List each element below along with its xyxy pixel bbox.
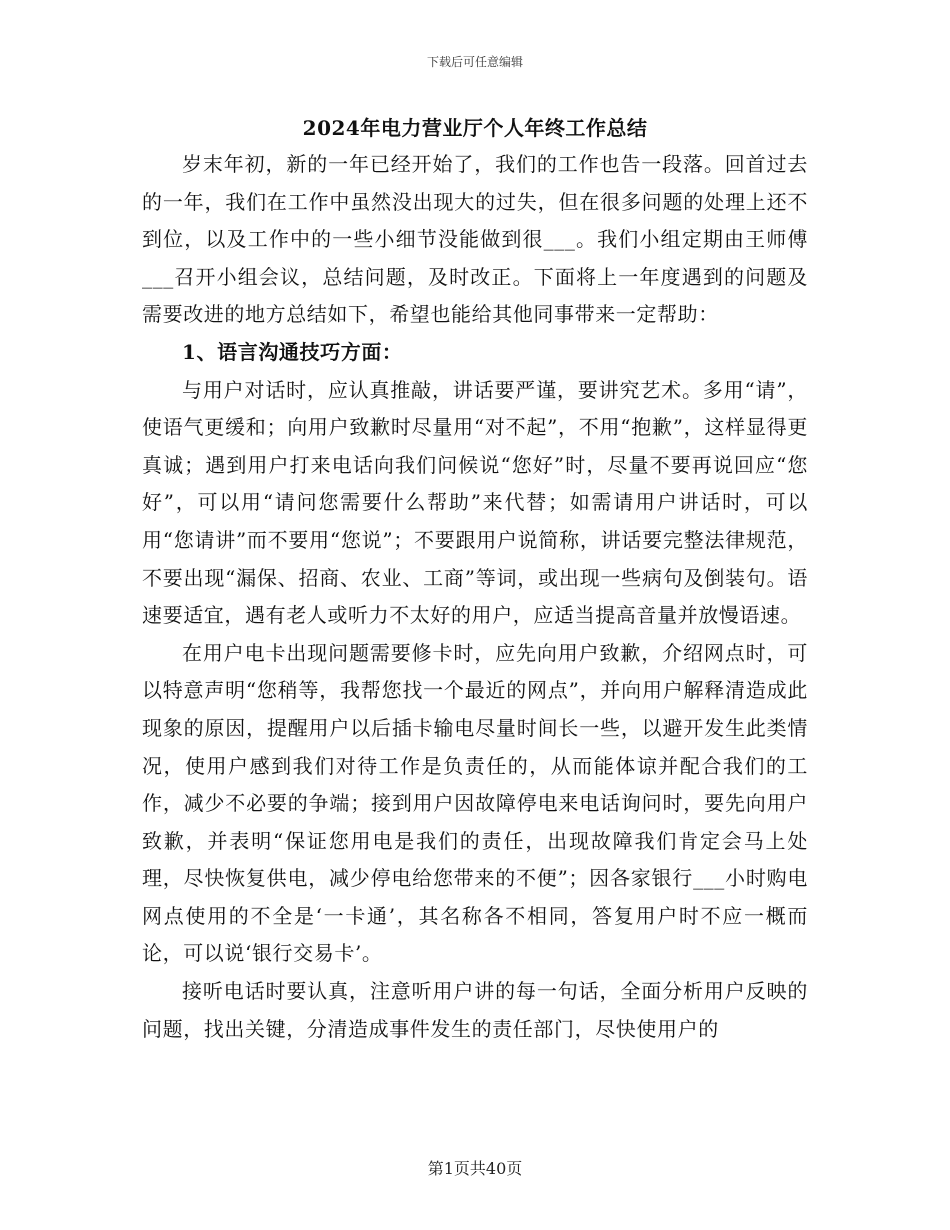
section-heading: 1、语言沟通技巧方面： bbox=[182, 339, 403, 364]
document-title: 2024年电力营业厅个人年终工作总结 bbox=[302, 116, 648, 140]
intro-paragraph: 岁末年初，新的一年已经开始了，我们的工作也告一段落。回首过去的一年，我们在工作中虽然没出现大的过失，但在很多问题的处理上还不到位，以及工作中的一些小细节没能做到很___。我们小组定期由王师傅___召开小组会议，总结问题，及时改正。下面将上一年度遇到的问题及需要改进的地方总结如下，希望也能给其他同事带来一定帮助： bbox=[142, 152, 808, 327]
header-note: 下载后可任意编辑 bbox=[426, 55, 523, 69]
body-paragraph-2: 在用户电卡出现问题需要修卡时，应先向用户致歉，介绍网点时，可以特意声明“您稍等，我帮您找一个最近的网点”，并向用户解释清造成此现象的原因，提醒用户以后插卡输电尽量时间长一些，以避开发生此类情况，使用户感到我们对待工作是负责任的，从而能体谅并配合我们的工作，减少不必要的争端；接到用户因故障停电来电话询问时，要先向用户致歉，并表明“保证您用电是我们的责任，出现故障我们肯定会马上处理，尽快恢复供电，减少停电给您带来的不便”；因各家银行___小时购电网点使用的不全是‘一卡通’，其名称各不相同，答复用户时不应一概而论，可以说‘银行交易卡’。 bbox=[142, 640, 808, 966]
body-paragraph-3: 接听电话时要认真，注意听用户讲的每一句话，全面分析用户反映的问题，找出关键，分清造成事件发生的责任部门，尽快使用户的 bbox=[142, 979, 808, 1041]
body-paragraph-1: 与用户对话时，应认真推敲，讲话要严谨，要讲究艺术。多用“请”，使语气更缓和；向用户致歉时尽量用“对不起”，不用“抱歉”，这样显得更真诚；遇到用户打来电话向我们问候说“您好”时，尽量不要再说回应“您好”，可以用“请问您需要什么帮助”来代替；如需请用户讲话时，可以用“您请讲”而不要用“您说”；不要跟用户说简称，讲话要完整法律规范，不要出现“漏保、招商、农业、工商”等词，或出现一些病句及倒装句。语速要适宜，遇有老人或听力不太好的用户，应适当提高音量并放慢语速。 bbox=[142, 377, 808, 628]
page-number: 第1页共40页 bbox=[427, 1159, 523, 1178]
document-body bbox=[142, 146, 808, 1048]
